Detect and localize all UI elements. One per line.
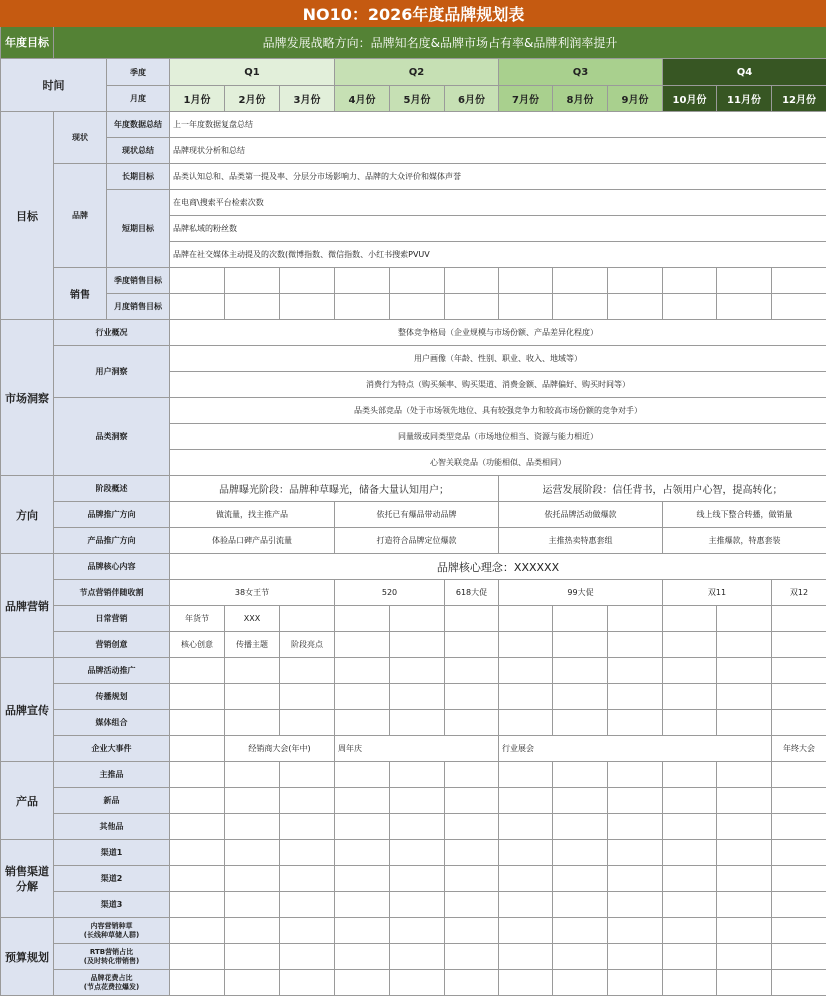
long-term-text: 品类认知总和、品类第一提及率、分层分市场影响力、品牌的大众评价和媒体声誉 [170, 164, 826, 190]
promo-direction-item: 线上线下整合转播，做销量 [663, 502, 826, 528]
creative-item: 传播主题 [225, 632, 280, 658]
product-row-label: 新品 [54, 788, 170, 814]
budget-row-sub: (及时转化带销售) [83, 956, 140, 965]
festival-item: 双12 [772, 580, 826, 606]
channel-row-label: 渠道3 [54, 892, 170, 918]
month-header: 8月份 [553, 86, 608, 112]
publicity-row-label: 品牌活动推广 [54, 658, 170, 684]
category-insight-row: 品类头部竞品（处于市场领先地位、具有较强竞争力和较高市场份额的竞争对手） [170, 398, 826, 424]
publicity-label: 品牌宣传 [1, 658, 54, 762]
category-insight-label: 品类洞察 [54, 398, 170, 476]
budget-label: 预算规划 [1, 918, 54, 996]
budget-row-label [54, 944, 170, 970]
core-content-label: 品牌核心内容 [54, 554, 170, 580]
month-header: 4月份 [335, 86, 390, 112]
month-header: 6月份 [445, 86, 499, 112]
short-term-row: 品牌私域的粉丝数 [170, 216, 826, 242]
month-header: 1月份 [170, 86, 225, 112]
stage-label: 阶段概述 [54, 476, 170, 502]
long-term-label: 长期目标 [107, 164, 170, 190]
month-header: 3月份 [280, 86, 335, 112]
product-direction-item: 打造符合品牌定位爆款 [335, 528, 499, 554]
user-insight-label: 用户洞察 [54, 346, 170, 398]
month-sales-label: 月度销售目标 [107, 294, 170, 320]
category-insight-row: 心智关联竞品（功能相似、品类相同） [170, 450, 826, 476]
quarter-q4: Q4 [663, 59, 826, 86]
creative-item: 阶段亮点 [280, 632, 335, 658]
festival-item: 99大促 [499, 580, 663, 606]
market-label: 市场洞察 [1, 320, 54, 476]
festival-item: 38女王节 [170, 580, 335, 606]
short-term-row: 品牌在社交媒体主动提及的次数(微博指数、微信指数、小红书搜索PVUV [170, 242, 826, 268]
publicity-row-label: 传播规划 [54, 684, 170, 710]
budget-row-sub: (长线种草储人群) [83, 930, 140, 939]
month-header: 10月份 [663, 86, 717, 112]
festival-label: 节点营销伴随收割 [54, 580, 170, 606]
promo-direction-item: 依托已有爆品带动品牌 [335, 502, 499, 528]
product-row-label: 其他品 [54, 814, 170, 840]
season-label: 季度 [107, 59, 170, 86]
brand-label: 品牌 [54, 164, 107, 268]
festival-item: 520 [335, 580, 445, 606]
annual-summary-text: 上一年度数据复盘总结 [170, 112, 826, 138]
festival-item: 双11 [663, 580, 772, 606]
industry-text: 整体竞争格局（企业规模与市场份额、产品差异化程度） [170, 320, 826, 346]
promo-direction-item: 依托品牌活动做爆款 [499, 502, 663, 528]
daily-marketing-item: XXX [225, 606, 280, 632]
quarter-q2: Q2 [335, 59, 499, 86]
company-events-label: 企业大事件 [54, 736, 170, 762]
product-direction-item: 主推爆款，特惠套装 [663, 528, 826, 554]
creative-item: 核心创意 [170, 632, 225, 658]
budget-row-label [54, 918, 170, 944]
short-term-row: 在电商\搜索平台检索次数 [170, 190, 826, 216]
product-direction-item: 主推热卖特惠套组 [499, 528, 663, 554]
budget-row-main: 品牌花费占比 [90, 973, 133, 982]
promo-direction-label: 品牌推广方向 [54, 502, 170, 528]
daily-marketing-label: 日常营销 [54, 606, 170, 632]
annual-target-text: 品牌发展战略方向：品牌知名度&品牌市场占有率&品牌利润率提升 [54, 27, 826, 59]
sales-label: 销售 [54, 268, 107, 320]
quarter-q1: Q1 [170, 59, 335, 86]
channel-row-label: 渠道2 [54, 866, 170, 892]
company-event: 行业展会 [499, 736, 772, 762]
company-event: 年终大会 [772, 736, 826, 762]
marketing-label: 品牌营销 [1, 554, 54, 658]
user-insight-row: 消费行为特点（购买频率、购买渠道、消费金额、品牌偏好、购买时间等） [170, 372, 826, 398]
user-insight-row: 用户画像（年龄、性别、职业、收入、地域等） [170, 346, 826, 372]
budget-row-label [54, 970, 170, 996]
direction-label: 方向 [1, 476, 54, 554]
channel-row-label: 渠道1 [54, 840, 170, 866]
product-label: 产品 [1, 762, 54, 840]
page-title: NO10：2026年度品牌规划表 [1, 1, 826, 27]
category-insight-row: 同量级或同类型竞品（市场地位相当、资源与能力相近） [170, 424, 826, 450]
product-direction-item: 体验品口碑产品引流量 [170, 528, 335, 554]
month-header: 2月份 [225, 86, 280, 112]
festival-item: 618大促 [445, 580, 499, 606]
product-direction-label: 产品推广方向 [54, 528, 170, 554]
annual-summary-label: 年度数据总结 [107, 112, 170, 138]
company-event: 周年庆 [335, 736, 499, 762]
month-header: 9月份 [608, 86, 663, 112]
company-event: 经销商大会(年中) [225, 736, 335, 762]
product-row-label: 主推品 [54, 762, 170, 788]
annual-target-label: 年度目标 [1, 27, 54, 59]
budget-row-main: 内容营销种草 [90, 921, 133, 930]
stage-h1: 品牌曝光阶段：品牌种草曝光，储备大量认知用户； [170, 476, 499, 502]
promo-direction-item: 做流量，找主推产品 [170, 502, 335, 528]
quarter-q3: Q3 [499, 59, 663, 86]
status-summary-label: 现状总结 [107, 138, 170, 164]
budget-row-main: RTB营销占比 [89, 947, 134, 956]
month-label: 月度 [107, 86, 170, 112]
month-header: 12月份 [772, 86, 826, 112]
month-header: 7月份 [499, 86, 553, 112]
status-summary-text: 品牌现状分析和总结 [170, 138, 826, 164]
quarter-sales-label: 季度销售目标 [107, 268, 170, 294]
month-header: 11月份 [717, 86, 772, 112]
budget-row-sub: (节点花费拉爆发) [83, 982, 140, 991]
stage-h2: 运营发展阶段：信任背书，占领用户心智，提高转化； [499, 476, 826, 502]
status-label: 现状 [54, 112, 107, 164]
industry-label: 行业概况 [54, 320, 170, 346]
core-content-text: 品牌核心理念：XXXXXX [170, 554, 826, 580]
month-header: 5月份 [390, 86, 445, 112]
creative-label: 营销创意 [54, 632, 170, 658]
goal-label: 目标 [1, 112, 54, 320]
channel-label: 销售渠道分解 [1, 840, 54, 918]
publicity-row-label: 媒体组合 [54, 710, 170, 736]
time-label: 时间 [1, 59, 107, 112]
daily-marketing-item: 年货节 [170, 606, 225, 632]
short-term-label: 短期目标 [107, 190, 170, 268]
